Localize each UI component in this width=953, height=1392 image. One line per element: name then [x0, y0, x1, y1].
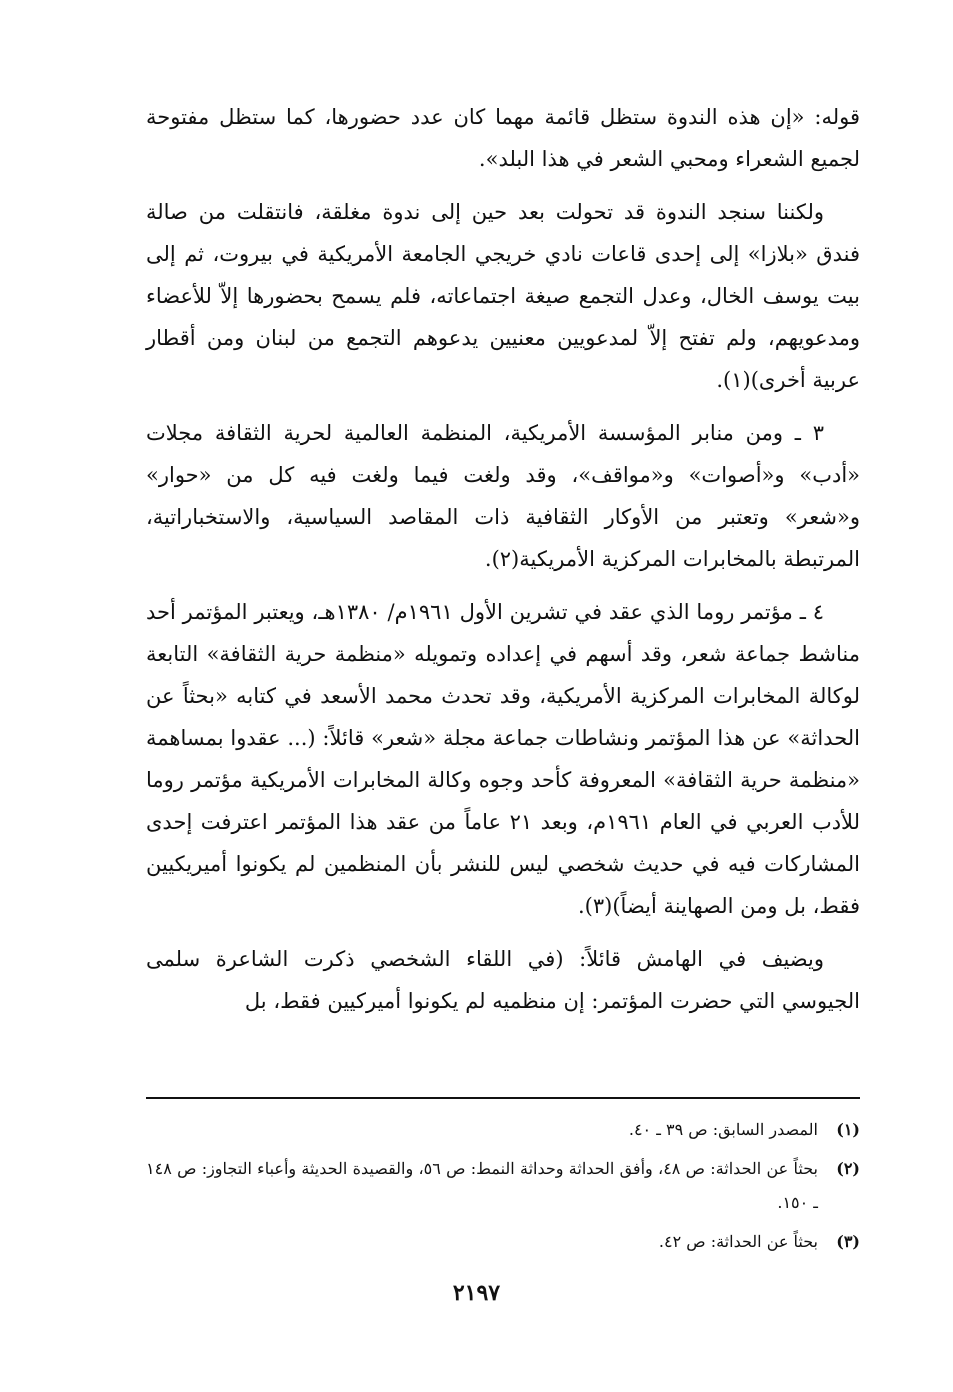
footnote-divider — [146, 1097, 860, 1099]
paragraph-5: ويضيف في الهامش قائلاً: (في اللقاء الشخصي ذكرت الشاعرة سلمى الجيوسي التي حضرت المؤتمر: إن منظميه لم يكونوا أميركيين فقط، بل — [146, 947, 860, 1013]
paragraph-2: ولكننا سنجد الندوة قد تحولت بعد حين إلى ندوة مغلقة، فانتقلت من صالة فندق «بلازا» إلى إحدى قاعات نادي خريجي الجامعة الأمريكية في بيروت، ثم إلى بيت يوسف الخال، وعدل التجمع صيغة اجتماعاته، فلم يسمح بحضورها إلاّ للأعضاء ومدعويهم، ولم تفتح إلاّ لمدعويين معنيين يدعوهم التجمع من لبنان ومن أقطار عربية أخرى)(١). — [146, 200, 860, 392]
footnote-number: (١) — [836, 1120, 860, 1139]
footnote-text: بحثاً عن الحداثة: ص ٤٨، وأفق الحداثة وحداثة النمط: ص ٥٦، والقصيدة الحديثة وأعباء التجاوز: ص ١٤٨ ـ ١٥٠. — [146, 1159, 818, 1212]
paragraph-1: قوله: «إن هذه الندوة ستظل قائمة مهما كان عدد حضورها، كما ستظل مفتوحة لجميع الشعراء ومحبي الشعر في هذا البلد». — [146, 105, 860, 171]
paragraph-3: ٣ ـ ومن منابر المؤسسة الأمريكية، المنظمة العالمية لحرية الثقافة مجلات «أدب» و«أصوات» و«مواقف»، وقد ولغت فيما ولغت فيه كل من «حوار» و«شعر» وتعتبر من الأوكار الثقافية ذات المقاصد السياسية، والاستخباراتية، المرتبطة بالمخابرات المركزية الأمريكية(٢). — [146, 421, 860, 571]
footnote-number: (٢) — [836, 1159, 860, 1178]
page-number: ٢١٩٧ — [452, 1280, 501, 1306]
footnote-text: المصدر السابق: ص ٣٩ ـ ٤٠. — [628, 1120, 818, 1139]
paragraph-4: ٤ ـ مؤتمر روما الذي عقد في تشرين الأول ١٩٦١م/ ١٣٨٠هـ، ويعتبر المؤتمر أحد مناشط جماعة شعر، وقد أسهم في إعداده وتمويله «منظمة حرية الثقافة» التابعة لوكالة المخابرات المركزية الأمريكية، وقد تحدث محمد الأسعد في كتابه «بحثاً عن الحداثة» عن هذا المؤتمر ونشاطات جماعة مجلة «شعر» قائلاً: (... عقدوا بمساهمة «منظمة حرية الثقافة» المعروفة كأحد وجوه وكالة المخابرات الأمريكية مؤتمر روما للأدب العربي في العام ١٩٦١م، وبعد ٢١ عاماً من عقد هذا المؤتمر اعترفت إحدى المشاركات فيه في حديث شخصي ليس للنشر بأن المنظمين لم يكونوا أميريكيين فقط، بل ومن الصهاينة أيضاً)(٣). — [146, 600, 860, 918]
footnote-3 — [146, 1225, 860, 1259]
footnote-1 — [146, 1113, 860, 1147]
footnote-text: بحثاً عن الحداثة: ص ٤٢. — [658, 1232, 818, 1251]
footnote-2 — [146, 1152, 860, 1220]
body-text — [146, 96, 860, 1033]
footnote-number: (٣) — [836, 1232, 860, 1251]
footnotes — [146, 1113, 860, 1264]
